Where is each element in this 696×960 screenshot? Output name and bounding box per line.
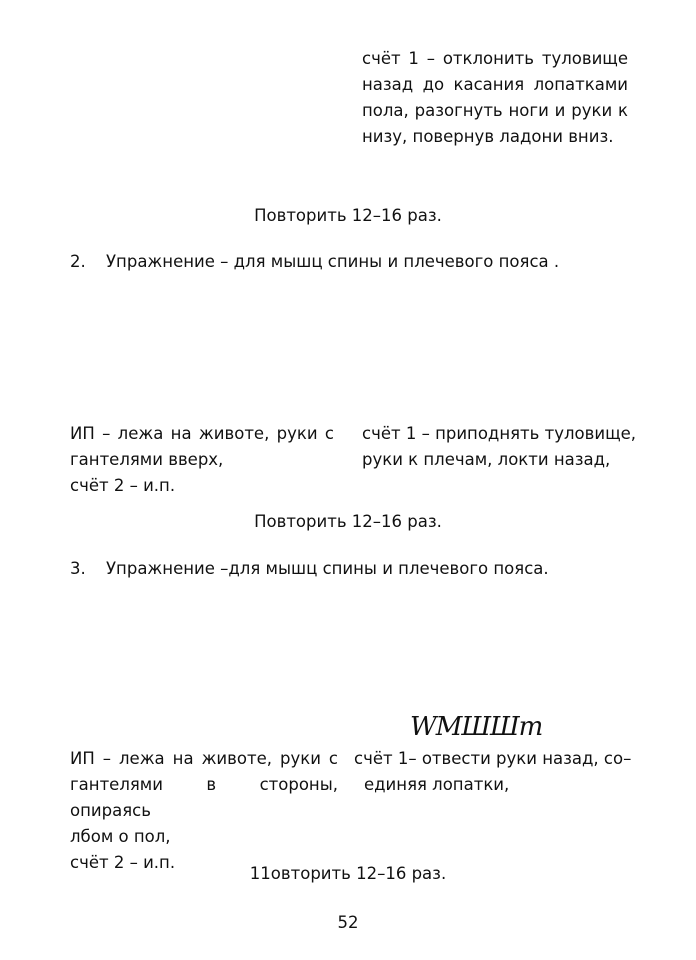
scan-artifact-text: WMШШm bbox=[410, 712, 543, 742]
text-line: счёт 1– отвести руки назад, со– bbox=[354, 749, 632, 768]
exercise-3-heading bbox=[70, 556, 549, 582]
text-line: руки к плечам, локти назад, bbox=[362, 450, 611, 469]
text-line: лбом о пол, bbox=[70, 827, 171, 846]
exercise-1-description bbox=[362, 46, 628, 150]
text-line: низу, повернув ладони вниз. bbox=[362, 127, 614, 146]
exercise-2-heading bbox=[70, 249, 559, 275]
repeat-instruction-2: Повторить 12–16 раз. bbox=[254, 512, 442, 531]
exercise-2-start-position bbox=[70, 421, 334, 499]
text-line: гантелями в стороны, опираясь bbox=[70, 775, 338, 820]
exercise-number: 2. bbox=[70, 252, 86, 271]
repeat-instruction-1: Повторить 12–16 раз. bbox=[254, 206, 442, 225]
exercise-3-start-position bbox=[70, 746, 338, 876]
exercise-title: Упражнение – для мышц спины и плечевого пояса . bbox=[106, 252, 560, 271]
text-line: гантелями вверх, bbox=[70, 450, 224, 469]
text-line: назад до касания лопатками bbox=[362, 75, 628, 94]
repeat-instruction-3: 11овторить 12–16 раз. bbox=[249, 864, 447, 883]
exercise-2-count-description bbox=[362, 421, 637, 473]
text-line: ИП – лежа на животе, руки с bbox=[70, 424, 334, 443]
text-line: счёт 2 – и.п. bbox=[70, 853, 176, 872]
page-number: 52 bbox=[337, 913, 359, 932]
exercise-3-count-description bbox=[354, 746, 632, 798]
text-line: счёт 2 – и.п. bbox=[70, 476, 176, 495]
exercise-number: 3. bbox=[70, 559, 86, 578]
text-line: единяя лопатки, bbox=[364, 775, 510, 794]
exercise-title: Упражнение –для мышц спины и плечевого пояса. bbox=[106, 559, 549, 578]
text-line: пола, разогнуть ноги и руки к bbox=[362, 101, 628, 120]
text-line: счёт 1 – отклонить туловище bbox=[362, 49, 628, 68]
text-line: счёт 1 – приподнять туловище, bbox=[362, 424, 637, 443]
text-line: ИП – лежа на животе, руки с bbox=[70, 749, 338, 768]
